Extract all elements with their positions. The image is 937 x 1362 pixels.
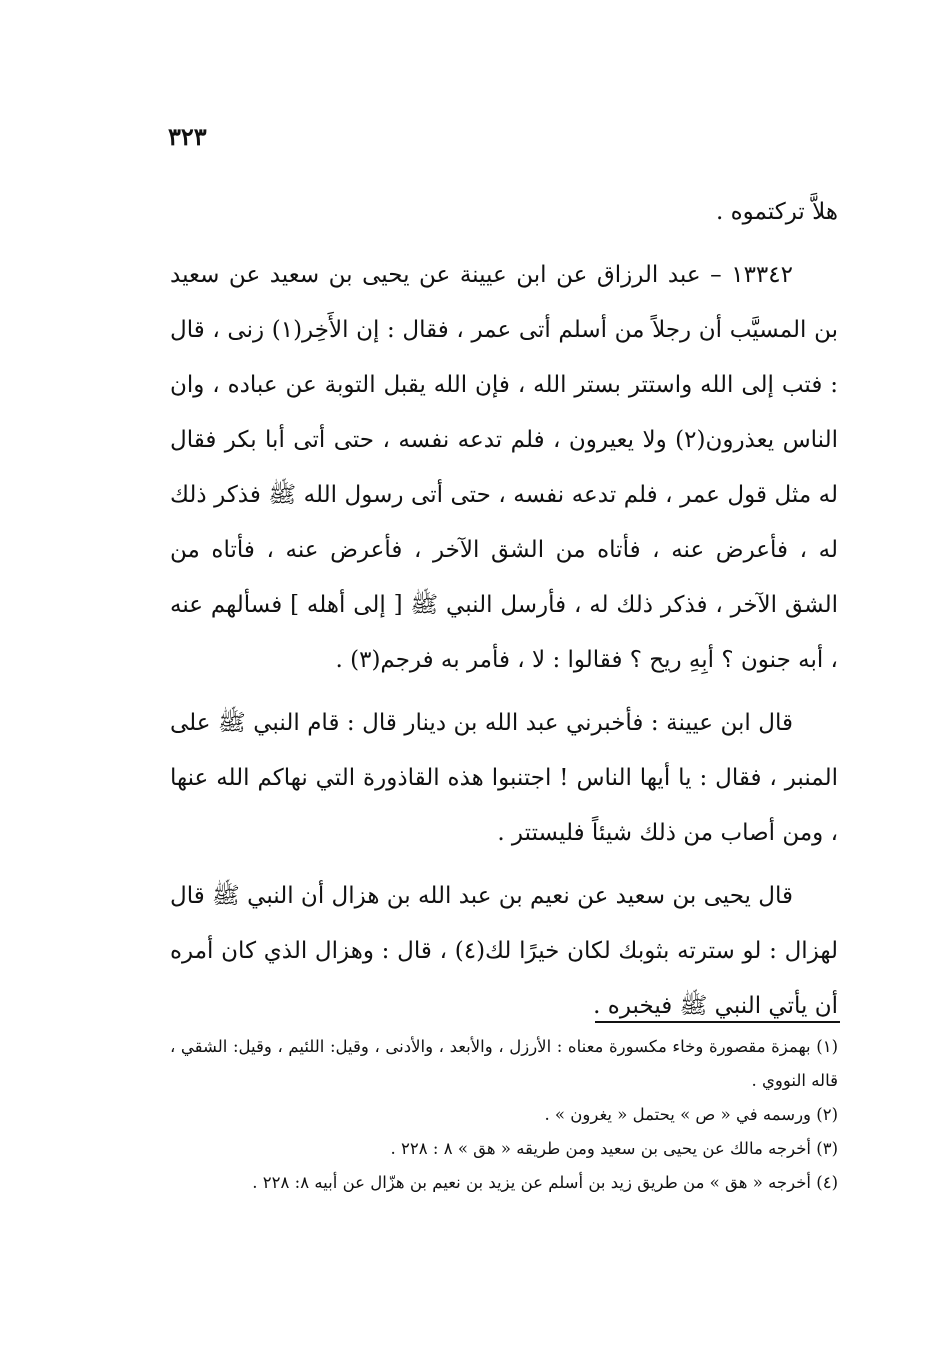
main-text <box>170 185 838 1042</box>
footnote-4: (٤) أخرجه « هق » من طريق زيد بن أسلم عن يزيد بن نعيم بن هزّال عن أبيه ٨: ٢٢٨ . <box>252 1173 838 1192</box>
footnotes <box>170 1030 838 1200</box>
footnote-1: (١) بهمزة مقصورة وخاء مكسورة معناه : الأرزل ، والأبعد ، والأدنى ، وقيل: اللئيم ، وقيل: الشقي ، قاله النووي . <box>170 1037 838 1090</box>
footnote-3: (٣) أخرجه مالك عن يحيى بن سعيد ومن طريقه « هق » ٨ : ٢٢٨ . <box>390 1139 838 1158</box>
paragraph-ibn-uyaynah: قال ابن عيينة : فأخبرني عبد الله بن دينار قال : قام النبي ﷺ على المنبر ، فقال : يا أيها الناس ! اجتنبوا هذه القاذورة التي نهاكم الله عنها ، ومن أصاب من ذلك شيئاً فليستتر . <box>170 710 838 846</box>
footnote-divider <box>595 1021 840 1023</box>
paragraph-hadith-13342: ١٣٣٤٢ – عبد الرزاق عن ابن عيينة عن يحيى بن سعيد عن سعيد بن المسيَّب أن رجلاً من أسلم أتى عمر ، فقال : إن الأَخِر(١) زنى ، قال : فتب إلى الله واستتر بستر الله ، فإن الله يقبل التوبة عن عباده ، وان الناس يعذرون(٢) ولا يعيرون ، فلم تدعه نفسه ، حتى أتى أبا بكر فقال له مثل قول عمر ، فلم تدعه نفسه ، حتى أتى رسول الله ﷺ فذكر ذلك له ، فأعرض عنه ، فأتاه من الشق الآخر ، فأعرض عنه ، فأتاه من الشق الآخر ، فذكر ذلك له ، فأرسل النبي ﷺ [ إلى أهله ] فسألهم عنه ، أبه جنون ؟ أبِهِ ريح ؟ فقالوا : لا ، فأمر به فرجم(٣) . <box>170 262 838 673</box>
page-number: ٣٢٣ <box>168 122 207 151</box>
footnote-2: (٢) ورسمه في « ص » يحتمل « يغرون » . <box>544 1105 838 1124</box>
paragraph-yahya: قال يحيى بن سعيد عن نعيم بن عبد الله بن هزال أن النبي ﷺ قال لهزال : لو سترته بثوبك لكان خيرًا لك(٤) ، قال : وهزال الذي كان أمره أن يأتي النبي ﷺ فيخبره . <box>170 883 838 1019</box>
paragraph-continuation: هلاَّ تركتموه . <box>716 199 838 225</box>
